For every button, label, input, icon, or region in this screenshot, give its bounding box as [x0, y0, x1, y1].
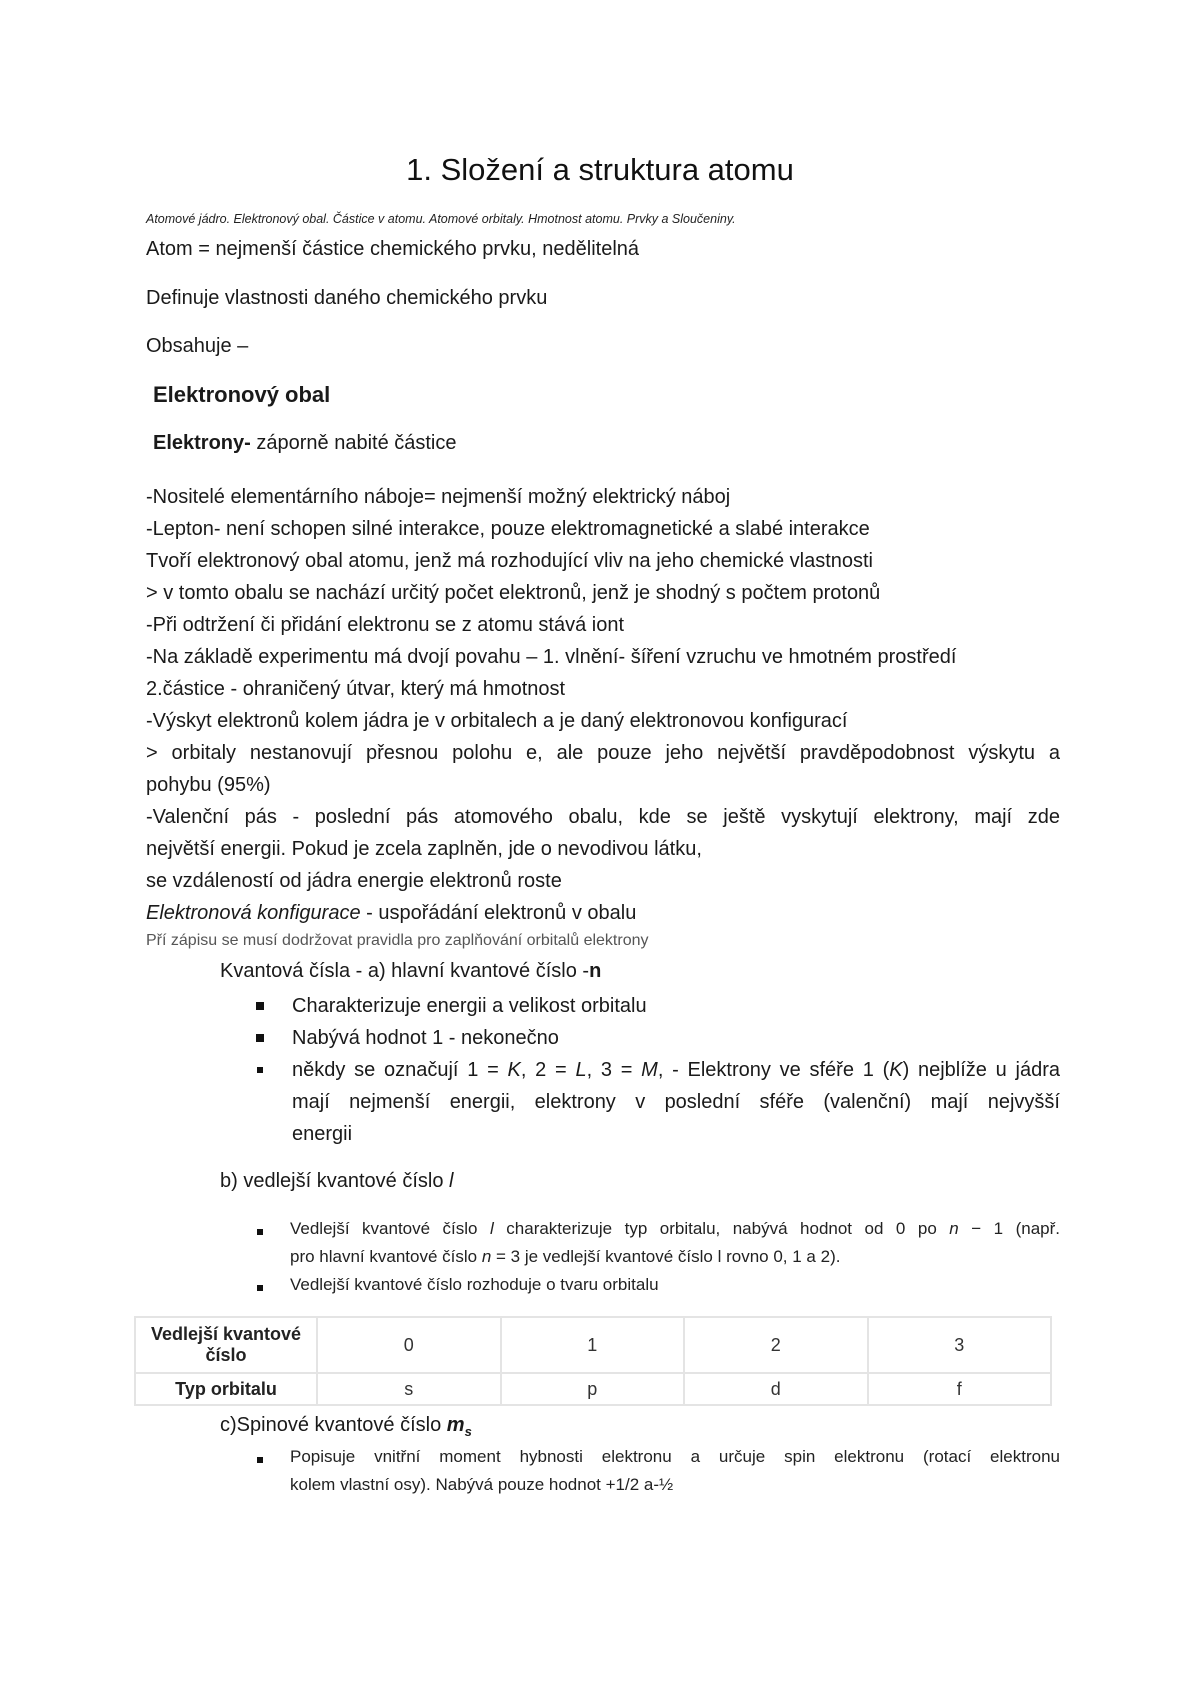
text-line: -Lepton- není schopen silné interakce, pouze elektromagnetické a slabé interakce [146, 518, 870, 540]
table-cell: 2 [684, 1317, 868, 1373]
b-heading-text: b) vedlejší kvantové číslo [220, 1170, 449, 1192]
bullet-item [290, 1215, 1060, 1271]
bullet-square-icon [256, 1034, 264, 1042]
text-part: někdy se označují 1 = [292, 1059, 508, 1081]
section-heading: Elektronový obal [153, 382, 331, 407]
bullet-text: Charakterizuje energii a velikost orbitalu [292, 995, 647, 1017]
subtitle-topics: Atomové jádro. Elektronový obal. Částice v atomu. Atomové orbitaly. Hmotnost atomu. Prvky a Sloučeniny. [146, 212, 736, 226]
symbol-s-subscript: s [464, 1424, 472, 1439]
bullet-item [292, 1022, 1060, 1054]
bullet-text: Nabývá hodnot 1 - nekonečno [292, 1027, 559, 1049]
bullet-square-icon [257, 1285, 263, 1291]
bullet-square-icon [257, 1229, 263, 1235]
text-part: , 2 = [520, 1059, 576, 1081]
symbol-k: K [507, 1059, 521, 1081]
defines-line: Definuje vlastnosti daného chemického prvku [146, 287, 548, 309]
table-row [135, 1373, 1051, 1405]
text-line: 2.částice - ohraničený útvar, který má hmotnost [146, 678, 566, 700]
text-line: > v tomto obalu se nachází určitý počet elektronů, jenž je shodný s počtem protonů [146, 582, 881, 604]
c-heading [220, 1414, 472, 1439]
table-cell: f [868, 1373, 1052, 1405]
bullet-square-icon [256, 1002, 264, 1010]
table-cell: s [317, 1373, 501, 1405]
config-label: Elektronová konfigurace [146, 902, 361, 924]
text-part: pro hlavní kvantové číslo [290, 1247, 482, 1266]
text-part: − 1 (např. [958, 1219, 1060, 1238]
text-line: -Při odtržení či přidání elektronu se z atomu stává iont [146, 614, 625, 636]
text-line: se vzdáleností od jádra energie elektronů roste [146, 870, 562, 892]
contains-line: Obsahuje – [146, 335, 249, 357]
bullet-item [292, 990, 1060, 1022]
table-cell: d [684, 1373, 868, 1405]
text-part: charakterizuje typ orbitalu, nabývá hodnot od 0 po [493, 1219, 950, 1238]
text-line: pohybu (95%) [146, 774, 271, 796]
text-line: největší energii. Pokud je zcela zaplněn, jde o nevodivou látku, [146, 838, 702, 860]
bullet-square-icon [257, 1457, 263, 1463]
text-line: > orbitaly nestanovují přesnou polohu e, ale pouze jeho největší pravděpodobnost výskytu a [146, 742, 1060, 764]
config-line [146, 897, 1060, 929]
text-part: = 3 je vedlejší kvantové číslo l rovno 0, 1 a 2). [491, 1247, 841, 1266]
symbol-n: n [481, 1247, 492, 1266]
symbol-n: n [949, 1219, 959, 1238]
table-row [135, 1317, 1051, 1373]
bullet-square-icon [257, 1067, 263, 1073]
bullet-text-line: Popisuje vnitřní moment hybnosti elektronu a určuje spin elektronu (rotací elektronu [290, 1447, 1060, 1466]
table-cell: 0 [317, 1317, 501, 1373]
text-part: , - Elektrony ve sféře 1 ( [657, 1059, 890, 1081]
electrons-heading [153, 432, 457, 455]
bullet-item [292, 1054, 1060, 1150]
text-part: ) nejblíže u jádra [902, 1059, 1060, 1081]
symbol-m: m [446, 1414, 465, 1436]
bullet-text-line [290, 1243, 1060, 1271]
text-line: -Na základě experimentu má dvojí povahu – 1. vlnění- šíření vzruchu ve hmotném prostředí [146, 646, 957, 668]
b-heading [220, 1170, 453, 1193]
c-heading-text: c)Spinové kvantové číslo [220, 1414, 447, 1436]
quantum-n-symbol: n [589, 960, 602, 982]
text-line: -Valenční pás - poslední pás atomového obalu, kde se ještě vyskytují elektrony, mají zde [146, 806, 1060, 828]
text-line: Tvoří elektronový obal atomu, jenž má rozhodující vliv na jeho chemické vlastnosti [146, 550, 874, 572]
electrons-text: záporně nabité částice [250, 432, 457, 454]
bullet-item [290, 1443, 1060, 1499]
symbol-k: K [889, 1059, 903, 1081]
symbol-m: M [641, 1059, 658, 1081]
orbital-table [134, 1316, 1052, 1406]
page-title: 1. Složení a struktura atomu [406, 152, 794, 187]
table-header-cell: Vedlejší kvantové číslo [135, 1317, 317, 1373]
quantum-intro [220, 960, 601, 983]
text-part: , 3 = [586, 1059, 642, 1081]
table-header-cell: Typ orbitalu [135, 1373, 317, 1405]
bullet-text-line: kolem vlastní osy). Nabývá pouze hodnot +1/2 a-½ [290, 1475, 674, 1494]
note-line: Pří zápisu se musí dodržovat pravidla pro zaplňování orbitalů elektrony [146, 932, 649, 949]
bullet-item [290, 1271, 1060, 1299]
table-cell: 1 [501, 1317, 685, 1373]
config-text: - uspořádání elektronů v obalu [360, 902, 637, 924]
atom-definition: Atom = nejmenší částice chemického prvku, nedělitelná [146, 238, 640, 260]
text-part: Vedlejší kvantové číslo [290, 1219, 491, 1238]
text-line: -Výskyt elektronů kolem jádra je v orbitalech a je daný elektronovou konfigurací [146, 710, 848, 732]
symbol-l: l [490, 1219, 494, 1238]
electrons-label: Elektrony- [153, 432, 251, 454]
bullet-text: Vedlejší kvantové číslo rozhoduje o tvaru orbitalu [290, 1275, 659, 1294]
bullet-text-line [290, 1215, 1060, 1243]
bullet-text-line: energii [292, 1123, 353, 1145]
text-line: -Nositelé elementárního náboje= nejmenší možný elektrický náboj [146, 486, 731, 508]
bullet-text-line: mají nejmenší energii, elektrony v poslední sféře (valenční) mají nejvyšší [292, 1091, 1060, 1113]
table-cell: p [501, 1373, 685, 1405]
symbol-l: l [449, 1170, 454, 1192]
symbol-l: L [575, 1059, 587, 1081]
table-cell: 3 [868, 1317, 1052, 1373]
bullet-text-line [292, 1054, 1060, 1086]
quantum-intro-text: Kvantová čísla - a) hlavní kvantové číslo - [220, 960, 590, 982]
